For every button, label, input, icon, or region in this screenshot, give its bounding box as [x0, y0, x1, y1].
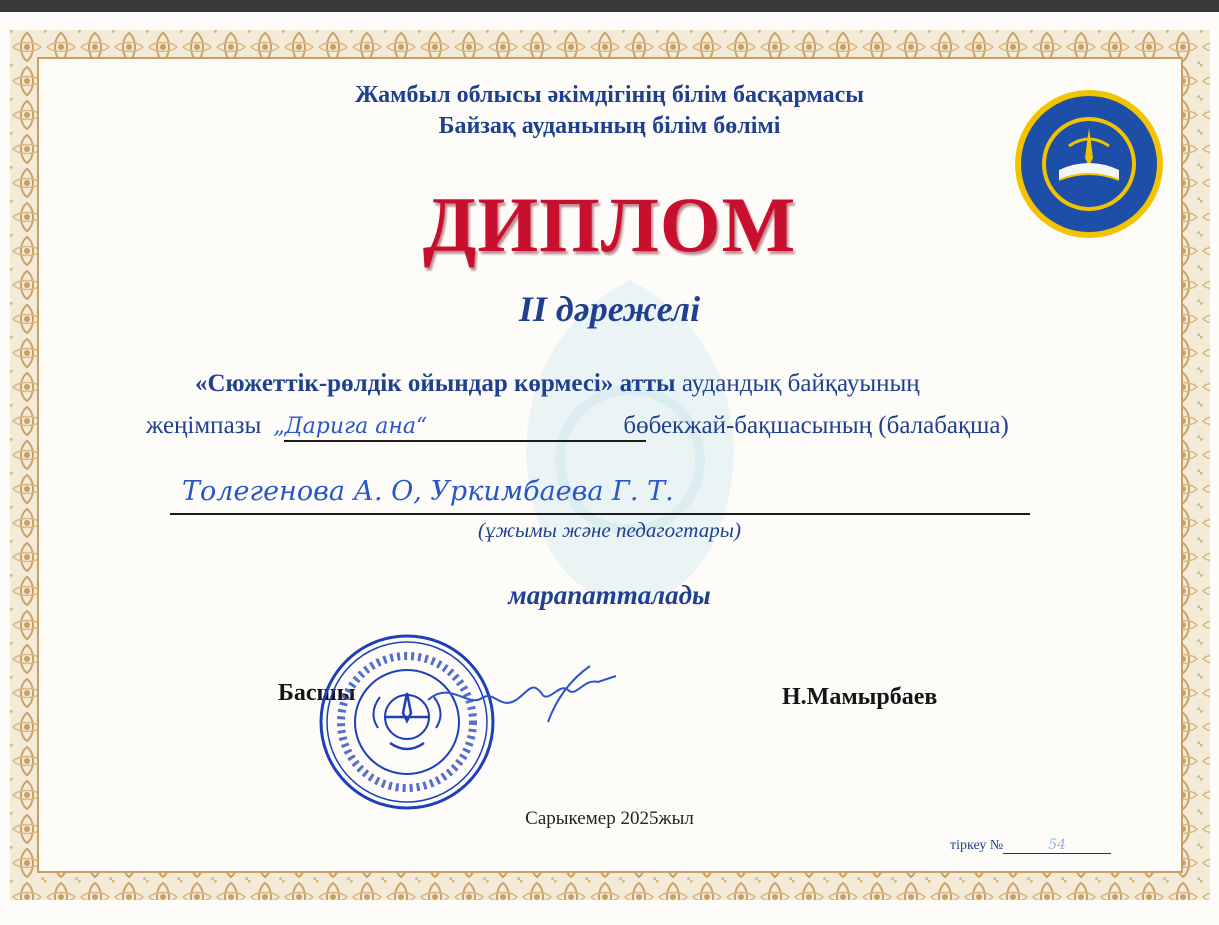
contest-name: «Сюжеттік-рөлдік ойындар көрмесі» атты	[195, 370, 676, 397]
place-and-year: Сарыкемер 2025жыл	[525, 808, 694, 829]
recipients-caption: (ұжымы және педагогтары)	[478, 518, 741, 542]
registration-line	[950, 837, 1111, 854]
signatory-name: Н.Мамырбаев	[782, 684, 938, 710]
top-dark-bar	[0, 0, 1219, 12]
kindergarten-name-handwritten: „Дарига ана“	[273, 414, 428, 439]
signature-icon	[420, 660, 620, 730]
recipients-handwritten: Толегенова А. О, Уркимбаева Г. Т.	[182, 476, 674, 507]
kindergarten-type: бөбекжай-бақшасының (балабақша)	[623, 412, 1009, 439]
diploma-title: ДИПЛОМ	[422, 181, 797, 268]
recipients-underline	[170, 513, 1030, 515]
organization-line-1: Жамбыл облысы әкімдігінің білім басқармасы	[354, 82, 865, 108]
organization-line-2: Байзақ ауданының білім бөлімі	[438, 113, 781, 139]
registration-label: тіркеу №	[950, 838, 1004, 853]
contest-line	[195, 370, 920, 398]
signatory-role: Басшы	[278, 680, 356, 706]
contest-type: аудандық байқауының	[675, 370, 920, 397]
kindergarten-name-underline	[284, 440, 646, 442]
degree-label: ІІ дәрежелі	[518, 289, 701, 329]
winner-label: жеңімпазы	[146, 412, 262, 439]
winner-line	[146, 412, 1009, 440]
awarded-text: марапатталады	[508, 580, 711, 610]
registration-number: 54	[1003, 837, 1111, 854]
